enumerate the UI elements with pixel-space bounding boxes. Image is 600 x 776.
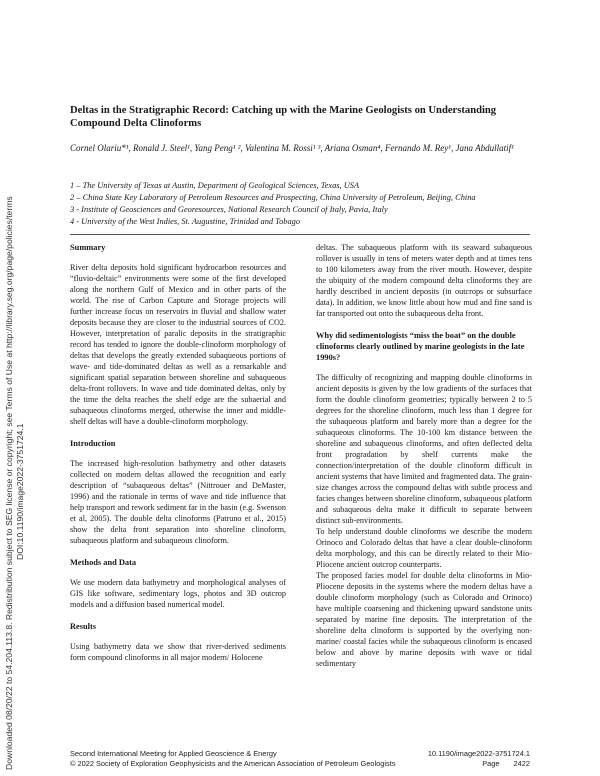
page-indicator <box>482 759 530 769</box>
introduction-paragraph: The increased high-resolution bathymetry and other datasets collected on modern deltas allowed the recognition and early description of “subaqueous deltas” (Nittrouer and DeMaster, 1996) and the rationale in terms of wave and tide influence that help transport and rework sediment far in the basin (e.g. Swenson et al, 2005). The double delta clinoforms (Patruno et al., 2015) show the delta front separation into shoreline clinoform, subaqueous platform and subaqueous clinoform. <box>70 459 286 545</box>
affiliation-4: 4 - University of the West Indies, St. Augustine, Trinidad and Tobago <box>70 217 301 226</box>
results-paragraph: Using bathymetry data we show that river-derived sediments form compound clinoforms in all major modern/ Holocene <box>70 642 286 662</box>
introduction-heading: Introduction <box>70 439 116 448</box>
footer-doi: 10.1190/image2022-3751724.1 <box>427 749 530 758</box>
header-divider <box>70 234 530 235</box>
results-heading: Results <box>70 622 97 631</box>
clinoform-paragraph-2: To help understand double clinoforms we describe the modern Orinoco and Colorado deltas that have a clear double-clinoform delta morphology, and this can be directly related to their Mio-Pliocene ancient outcrop counterparts. <box>316 527 532 569</box>
affiliation-2: 2 – China State Key Laboratory of Petroleum Resources and Prospecting, China University of Petroleum, Beijing, China <box>70 193 476 202</box>
question-heading: Why did sedimentologists “miss the boat” on the double clinoforms clearly outlined by marine geologists in the late 1990s? <box>316 331 525 362</box>
results-continued: deltas. The subaqueous platform with its seaward subaqueous rollover is usually in tens of meters water depth and at times tens to 100 kilometers away from the river mouth. However, despite the ubiquity of the modern compound delta clinoforms they are hardly described in ancient deposits (in outcrops or subsurface data). In addition, we know little about how mud and fine sand is far transported out onto the subaqueous delta front. <box>316 243 532 318</box>
sidebar-doi: DOI:10.1190/image2022-3751724.1 <box>15 423 25 560</box>
clinoform-paragraph-3: The proposed facies model for double delta clinoforms in Mio-Pliocene deposits in the systems where the modern deltas have a double clinoform morphology (such as Colorado and Orinoco) have multiple coarsening and thickening upward sandstone units separated by marine fine deposits. The interpretation of the shoreline delta clinoform is supported by the overlying non-marine/ coastal facies while the subaqueous clinoform is encased below and above by marine deposits with wave or tidal sedimentary <box>316 571 532 668</box>
right-column <box>316 242 532 669</box>
methods-paragraph: We use modern data bathymetry and morphological analyses of GIS like software, sedimentary logs, photos and 3D outcrop models and a diffusion based numerical model. <box>70 578 286 609</box>
affiliation-1: 1 – The University of Texas at Austin, Department of Geological Sciences, Texas, USA <box>70 181 360 190</box>
page-label: Page <box>482 759 500 768</box>
affiliations <box>70 180 530 228</box>
page-number: 2422 <box>513 759 530 768</box>
download-sidebar <box>0 0 24 776</box>
author-list: Cornel Olariu*¹, Ronald J. Steel¹, Yang Peng¹ ², Valentina M. Rossi¹ ³, Ariana Osman⁴, Fernando M. Rey¹, Jana Abdullatif¹ <box>70 143 514 153</box>
meeting-name: Second International Meeting for Applied Geoscience & Energy <box>70 749 277 758</box>
clinoform-paragraph-1: The difficulty of recognizing and mapping double clinoforms in ancient deposits is given by the low gradients of the surfaces that form the double clinoform geometries; typically between 2 to 5 degrees for the shoreline clinoform, much less than 1 degree for the subaqueous platform and barely more than a degree for the subaqueous clinoforms. The 10-100 km distance between the shoreline and subaqueous clinoforms, and often deflected delta front progradation by shelf currents make the connection/interpretation of the double clinoform difficult in ancient systems that have limited and fragmented data. The grain-size changes across the compound deltas with subtle process and facies changes between shoreline clinoform, subaqueous platform and subaqueous delta make it difficult to separate between distinct sub-environments. <box>316 373 532 525</box>
affiliation-3: 3 - Institute of Geosciences and Georesources, National Research Council of Italy, Pavia, Italy <box>70 205 388 214</box>
left-column <box>70 242 286 674</box>
summary-paragraph: River delta deposits hold significant hydrocarbon resources and “fluvio-deltaic” environments were some of the first developed along the northern Gulf of Mexico and in other parts of the world. The rise of Carbon Capture and Storage projects will further increase focus on reservoirs in fluvial and shallow water deposits because they are closer to the industrial sources of CO2. However, interpretation of paralic deposits in the stratigraphic record has tended to ignore the double-clinoform morphology of deltas that develops the greatly extended subaqueous portions of wave- and tide-dominated deltas as well as a remarkable and significant spatial separation between shoreline and subaqueous delta-front rollovers. In wave and tide dominated deltas, only by the time the delta reaches the shelf edge are the subaerial and subaqueous clinoforms merged, otherwise the inner and middle-shelf deltas will have a double-clinoform morphology. <box>70 263 286 426</box>
summary-heading: Summary <box>70 243 106 252</box>
download-notice: Downloaded 08/20/22 to 54.204.113.8. Redistribution subject to SEG license or copyright; see Terms of Use at http://library.seg.org/page/policies/terms <box>4 196 14 770</box>
methods-heading: Methods and Data <box>70 558 137 567</box>
copyright-notice: © 2022 Society of Exploration Geophysicists and the American Association of Petroleum Geologists <box>70 759 396 768</box>
paper-title: Deltas in the Stratigraphic Record: Catching up with the Marine Geologists on Understanding Compound Delta Clinoforms <box>70 105 497 129</box>
page-footer <box>70 749 530 769</box>
